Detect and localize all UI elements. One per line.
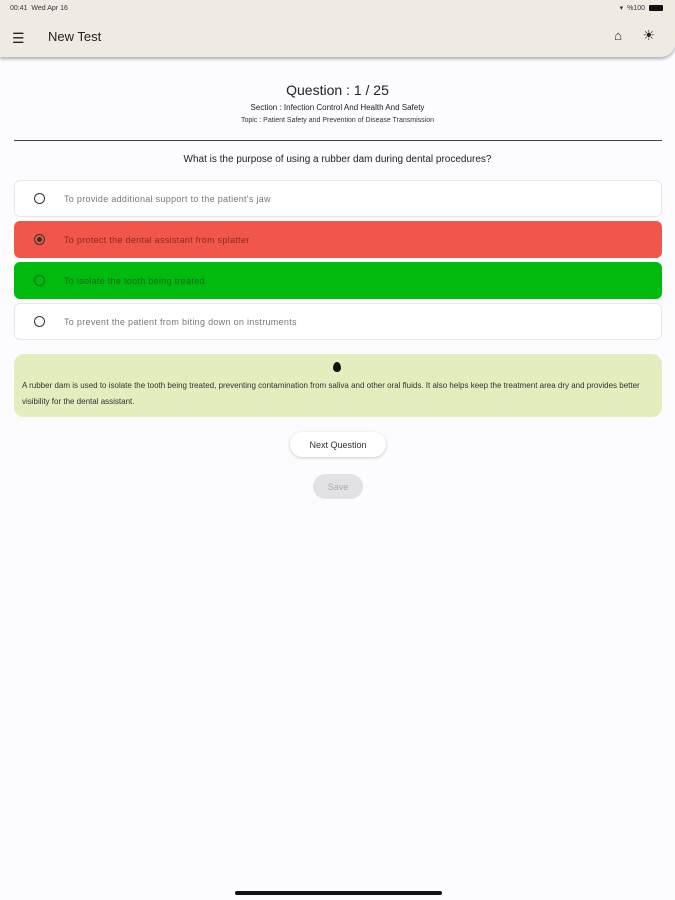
divider (14, 140, 662, 141)
explanation-text: A rubber dam is used to isolate the tooth being treated, preventing contamination from saliva and other oral fluids. It also helps keep the treatment area dry and provides better visibility for the dental assistant. (22, 381, 640, 406)
option-4[interactable] (14, 303, 662, 340)
option-label: To prevent the patient from biting down on instruments (64, 316, 297, 327)
theme-toggle-icon[interactable]: ☀ (642, 27, 655, 43)
radio-button[interactable] (34, 234, 45, 245)
lightbulb-icon (333, 362, 341, 372)
question-header (0, 82, 675, 124)
question-counter: Question : 1 / 25 (286, 82, 389, 98)
radio-button[interactable] (34, 193, 45, 204)
app-title: New Test (48, 29, 102, 44)
question-text: What is the purpose of using a rubber dam during dental procedures? (183, 154, 492, 165)
option-3[interactable] (14, 262, 662, 299)
next-question-button[interactable]: Next Question (290, 432, 386, 457)
option-2[interactable] (14, 221, 662, 258)
app-bar (0, 0, 675, 57)
status-time: 00:41 (10, 5, 28, 12)
section-label: Section : Infection Control And Health And Safety (250, 103, 425, 112)
wifi-icon: ▾ (619, 5, 624, 12)
status-date: Wed Apr 16 (31, 5, 68, 12)
option-1[interactable] (14, 180, 662, 217)
option-label: To protect the dental assistant from splatter (64, 234, 250, 245)
save-button[interactable]: Save (313, 474, 363, 499)
home-indicator[interactable] (235, 891, 442, 895)
menu-icon[interactable]: ☰ (12, 30, 25, 46)
option-label: To isolate the tooth being treated (64, 275, 205, 286)
explanation-box (14, 354, 662, 417)
status-time-date (10, 5, 68, 12)
option-label: To provide additional support to the patient's jaw (64, 193, 271, 204)
battery-icon (649, 5, 663, 11)
topic-label: Topic : Patient Safety and Prevention of Disease Transmission (241, 117, 434, 124)
battery-percent: %100 (627, 4, 645, 12)
radio-button[interactable] (34, 316, 45, 327)
radio-button[interactable] (34, 275, 45, 286)
home-icon[interactable]: ⌂ (614, 28, 622, 43)
status-right (620, 4, 663, 12)
